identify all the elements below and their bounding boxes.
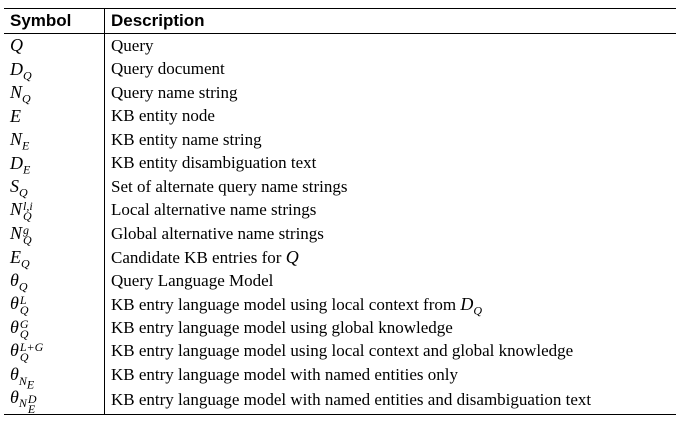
description-cell <box>105 34 677 58</box>
table-row <box>4 58 676 82</box>
symbol-cell <box>4 128 105 152</box>
symbol-math: $D_Q$ <box>10 58 32 83</box>
table-row <box>4 269 676 293</box>
description-text: KB entity disambiguation text <box>111 153 317 173</box>
description-cell <box>105 222 677 246</box>
description-text: Query document <box>111 59 225 79</box>
symbol-header: Symbol <box>4 9 105 34</box>
description-cell <box>105 199 677 223</box>
symbol-cell <box>4 222 105 246</box>
symbol-cell <box>4 152 105 176</box>
symbol-cell <box>4 316 105 340</box>
symbol-math: Q <box>10 35 23 56</box>
table-row <box>4 105 676 129</box>
symbol-math: $S_Q$ <box>10 176 28 200</box>
symbol-cell <box>4 34 105 58</box>
notation-table <box>4 8 676 415</box>
description-cell <box>105 128 677 152</box>
description-text: Global alternative name strings <box>111 223 324 243</box>
description-cell <box>105 387 677 415</box>
symbol-math: θ L+G Q <box>10 340 44 365</box>
description-text: Local alternative name strings <box>111 200 317 220</box>
description-header: Description <box>105 9 677 34</box>
description-text: KB entity name string <box>111 129 262 149</box>
symbol-cell <box>4 199 105 223</box>
symbol-cell <box>4 246 105 270</box>
description-cell <box>105 175 677 199</box>
description-cell <box>105 363 677 387</box>
description-math: $D_Q$ <box>460 293 483 318</box>
symbol-cell <box>4 340 105 364</box>
header-row <box>4 9 676 34</box>
symbol-math: E <box>10 105 21 126</box>
symbol-cell <box>4 269 105 293</box>
description-text: Query name string <box>111 82 238 102</box>
table-row <box>4 152 676 176</box>
table-row <box>4 222 676 246</box>
table-row <box>4 293 676 317</box>
symbol-math: N g Q <box>10 222 32 247</box>
description-cell <box>105 316 677 340</box>
symbol-math: $D_E$ <box>10 152 31 177</box>
table-row <box>4 246 676 270</box>
description-text: KB entry language model using local context and global knowledge <box>111 341 574 361</box>
symbol-math: $E_Q$ <box>10 246 30 271</box>
symbol-cell <box>4 387 105 415</box>
table-row <box>4 387 676 415</box>
symbol-cell <box>4 105 105 129</box>
symbol-math: $\theta_{N D E}$ <box>10 386 37 417</box>
description-cell <box>105 246 677 270</box>
symbol-math: θ G Q <box>10 316 29 341</box>
table-row <box>4 128 676 152</box>
description-cell <box>105 340 677 364</box>
symbol-cell <box>4 81 105 105</box>
symbol-math: N l,i Q <box>10 199 33 224</box>
description-math: Q <box>285 246 299 267</box>
description-text: Query Language Model <box>111 270 274 290</box>
table-row <box>4 81 676 105</box>
description-cell <box>105 269 677 293</box>
description-text: KB entity node <box>111 106 215 126</box>
table-row <box>4 175 676 199</box>
description-text: Set of alternate query name strings <box>111 176 348 196</box>
symbol-cell <box>4 175 105 199</box>
table-row <box>4 199 676 223</box>
description-text: KB entry language model using local context from <box>111 294 457 314</box>
description-text: Candidate KB entries for <box>111 247 282 267</box>
table-row <box>4 316 676 340</box>
description-text: Query <box>111 35 154 55</box>
description-cell <box>105 293 677 317</box>
table-row <box>4 340 676 364</box>
description-cell <box>105 58 677 82</box>
description-text: KB entry language model with named entities only <box>111 364 459 384</box>
description-cell <box>105 105 677 129</box>
table-body <box>4 34 676 415</box>
symbol-math: θ L Q <box>10 293 29 318</box>
symbol-math: $N_Q$ <box>10 82 31 106</box>
symbol-math: $N_E$ <box>10 129 30 153</box>
symbol-cell <box>4 363 105 392</box>
symbol-math: $\theta_{N_E}$ <box>10 364 35 392</box>
table-row <box>4 34 676 58</box>
symbol-math: $\theta_Q$ <box>10 270 28 294</box>
description-cell <box>105 152 677 176</box>
symbol-cell <box>4 58 105 82</box>
symbol-cell <box>4 293 105 317</box>
description-cell <box>105 81 677 105</box>
table-row <box>4 363 676 387</box>
description-text: KB entry language model with named entities and disambiguation text <box>111 390 592 410</box>
description-text: KB entry language model using global knowledge <box>111 317 453 337</box>
